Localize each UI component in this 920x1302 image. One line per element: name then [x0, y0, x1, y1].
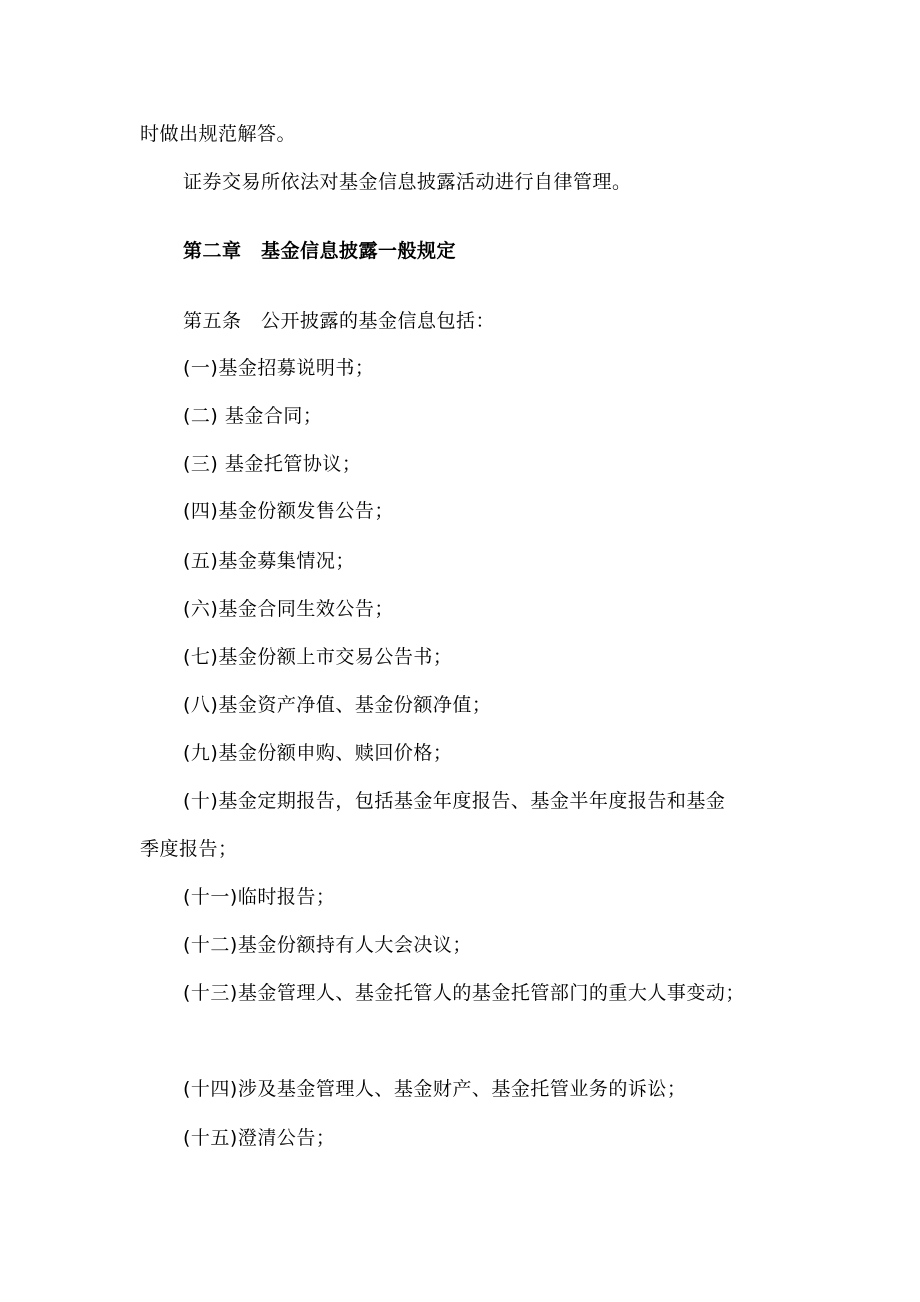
- list-item: (四)基金份额发售公告；: [183, 500, 394, 522]
- list-item: (一)基金招募说明书；: [183, 357, 375, 379]
- list-item: (九)基金份额申购、赎回价格；: [183, 742, 453, 764]
- list-item: (十五)澄清公告；: [183, 1127, 336, 1149]
- list-item: (十四)涉及基金管理人、基金财产、基金托管业务的诉讼；: [183, 1078, 687, 1100]
- exchange-paragraph: 证券交易所依法对基金信息披露活动进行自律管理。: [183, 171, 632, 193]
- list-item: (十)基金定期报告，包括基金年度报告、基金半年度报告和基金: [183, 790, 726, 812]
- continuation-line: 时做出规范解答。: [140, 123, 297, 145]
- list-item: (十三)基金管理人、基金托管人的基金托管部门的重大人事变动；: [183, 982, 745, 1004]
- list-item-continuation: 季度报告；: [140, 838, 238, 860]
- article-intro: 第五条 公开披露的基金信息包括：: [183, 310, 496, 332]
- list-item: (五)基金募集情况；: [183, 550, 355, 572]
- list-item: (八)基金资产净值、基金份额净值；: [183, 694, 492, 716]
- list-item: (十一)临时报告；: [183, 886, 336, 908]
- list-item: (二) 基金合同；: [183, 405, 323, 427]
- list-item: (七)基金份额上市交易公告书；: [183, 646, 453, 668]
- list-item: (六)基金合同生效公告；: [183, 598, 394, 620]
- list-item: (三) 基金托管协议；: [183, 453, 362, 475]
- list-item: (十二)基金份额持有人大会决议；: [183, 934, 472, 956]
- chapter-heading: 第二章 基金信息披露一般规定: [183, 240, 457, 262]
